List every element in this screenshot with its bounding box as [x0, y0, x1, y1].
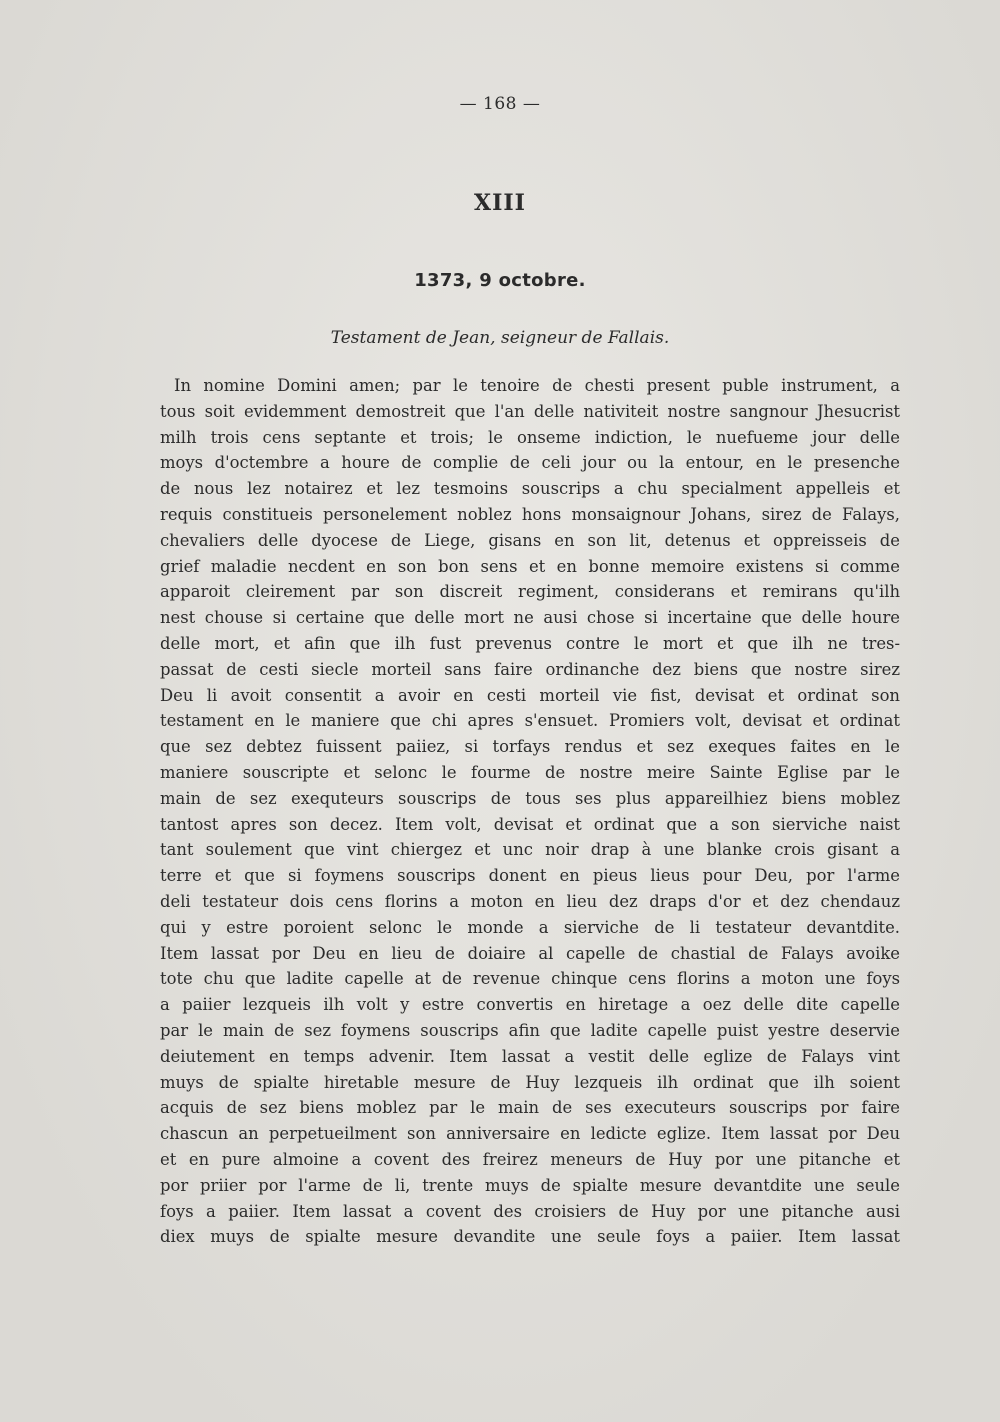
text-line: diex muys de spialte mesure devandite une seule foys a paiier. Item lassat [160, 1227, 900, 1247]
text-line: maniere souscripte et selonc le fourme de nostre meire Sainte Eglise par le [160, 762, 900, 782]
text-line: apparoit cleirement par son discreit regiment, considerans et remirans qu'ilh [160, 582, 900, 602]
text-line: par le main de sez foymens souscrips afin que ladite capelle puist yestre deservie [160, 1020, 900, 1040]
text-line: Item lassat por Deu en lieu de doiaire al capelle de chastial de Falays avoike [160, 943, 900, 963]
text-line: nest chouse si certaine que delle mort ne ausi chose si incertaine que delle houre [160, 608, 900, 628]
text-line: por priier por l'arme de li, trente muys de spialte mesure devantdite une seule [160, 1175, 900, 1195]
text-line: muys de spialte hiretable mesure de Huy lezqueis ilh ordinat que ilh soient [160, 1072, 900, 1092]
text-line: deiutement en temps advenir. Item lassat a vestit delle eglize de Falays vint [160, 1046, 900, 1066]
text-line: requis constitueis personelement noblez hons monsaignour Johans, sirez de Falays, [160, 504, 900, 524]
body-text [160, 373, 900, 1250]
text-line: terre et que si foymens souscrips donent en pieus lieus pour Deu, por l'arme [160, 866, 900, 886]
text-line: moys d'octembre a houre de complie de celi jour ou la entour, en le presenche [160, 453, 900, 473]
text-line: testament en le maniere que chi apres s'ensuet. Promiers volt, devisat et ordinat [160, 711, 900, 731]
text-line: tantost apres son decez. Item volt, devisat et ordinat que a son sierviche naist [160, 814, 900, 834]
text-line: deli testateur dois cens florins a moton en lieu dez draps d'or et dez chendauz [160, 891, 900, 911]
chapter-number: XIII [474, 190, 526, 216]
text-line: tant soulement que vint chiergez et unc noir drap à une blanke crois gisant a [160, 840, 900, 860]
text-line: chevaliers delle dyocese de Liege, gisans en son lit, detenus et oppreisseis de [160, 530, 900, 550]
page-number: — 168 — [459, 94, 541, 114]
text-line: main de sez exequteurs souscrips de tous ses plus appareilhiez biens moblez [160, 788, 900, 808]
text-line: et en pure almoine a covent des freirez meneurs de Huy por une pitanche et [160, 1149, 900, 1169]
text-line: milh trois cens septante et trois; le onseme indiction, le nuefueme jour delle [160, 427, 900, 447]
text-line: a paiier lezqueis ilh volt y estre convertis en hiretage a oez delle dite capelle [160, 995, 900, 1015]
document-title: Testament de Jean, seigneur de Fallais. [330, 328, 670, 348]
text-line: foys a paiier. Item lassat a covent des croisiers de Huy por une pitanche ausi [160, 1201, 900, 1221]
text-line: In nomine Domini amen; par le tenoire de chesti present puble instrument, a [174, 376, 900, 395]
text-line: Deu li avoit consentit a avoir en cesti morteil vie fist, devisat et ordinat son [160, 685, 900, 705]
text-line: chascun an perpetueilment son anniversaire en ledicte eglize. Item lassat por Deu [160, 1124, 900, 1144]
document-date: 1373, 9 octobre. [414, 270, 586, 291]
text-line: grief maladie necdent en son bon sens et en bonne memoire existens si comme [160, 556, 900, 576]
text-line: acquis de sez biens moblez par le main de ses executeurs souscrips por faire [160, 1098, 900, 1118]
text-line: qui y estre poroient selonc le monde a sierviche de li testateur devantdite. [160, 917, 900, 937]
text-line: tous soit evidemment demostreit que l'an delle nativiteit nostre sangnour Jhesucrist [160, 401, 900, 421]
text-line: passat de cesti siecle morteil sans faire ordinanche dez biens que nostre sirez [160, 659, 900, 679]
text-line: tote chu que ladite capelle at de revenue chinque cens florins a moton une foys [160, 969, 900, 989]
text-line: de nous lez notairez et lez tesmoins souscrips a chu specialment appelleis et [160, 479, 900, 499]
text-line: delle mort, et afin que ilh fust prevenus contre le mort et que ilh ne tres- [160, 633, 900, 653]
text-line: que sez debtez fuissent paiiez, si torfays rendus et sez exeques faites en le [160, 737, 900, 757]
